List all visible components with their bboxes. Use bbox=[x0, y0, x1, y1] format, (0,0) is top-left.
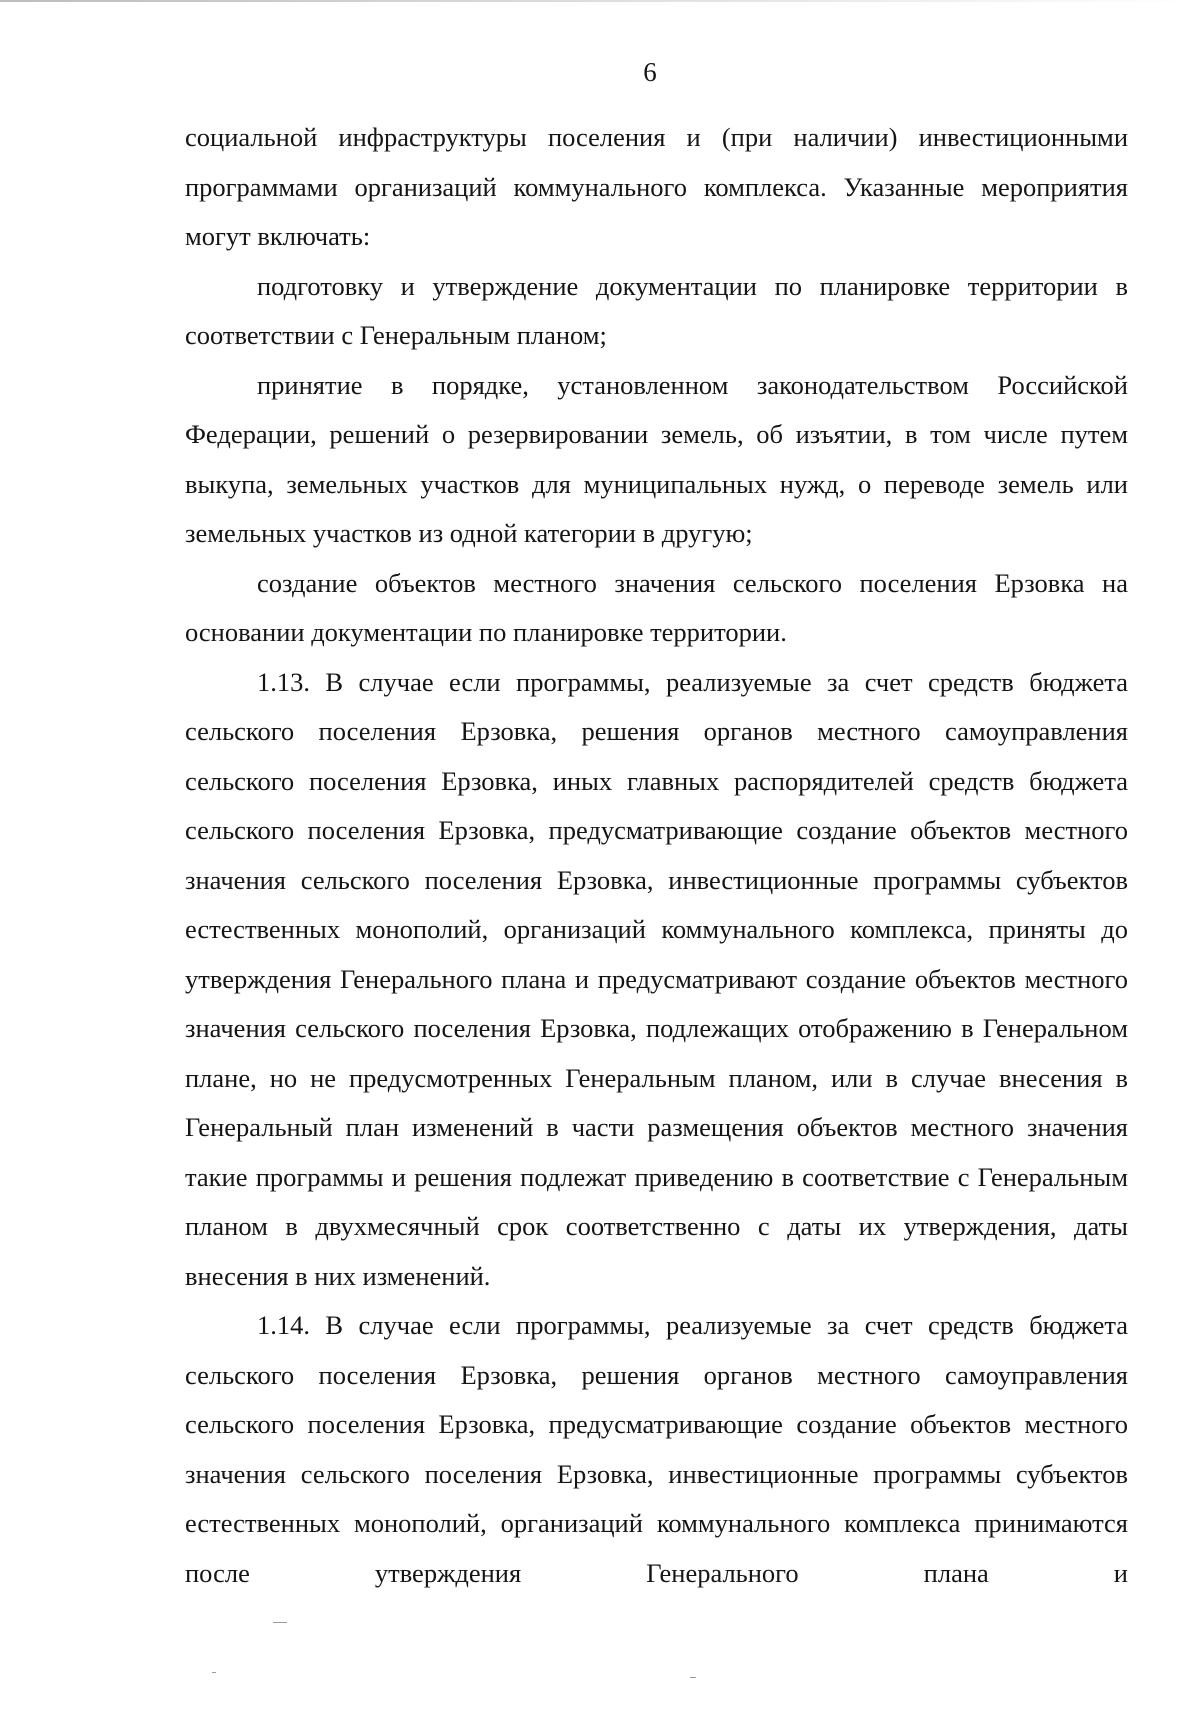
paragraph-continuation: социальной инфраструктуры поселения и (при наличии) инвестиционными программами организаций коммунального комплекса. Указанные мероприятия могут включать: bbox=[185, 122, 1128, 251]
document-body bbox=[185, 113, 1128, 1598]
paragraph-clause-1-14: 1.14. В случае если программы, реализуемые за счет средств бюджета сельского поселения Ерзовка, решения органов местного самоуправления сельского поселения Ерзовка, предусматривающие создание объектов местного значения сельского поселения Ерзовка, инвестиционные программы субъектов естественных монополий, организаций коммунального комплекса принимаются после утверждения Генерального плана и bbox=[185, 1310, 1128, 1588]
paragraph-land-reservation: принятие в порядке, установленном законодательством Российской Федерации, решений о резервировании земель, об изъятии, в том числе путем выкупа, земельных участков для муниципальных нужд, о переводе земель или земельных участков из одной категории в другую; bbox=[185, 369, 1128, 548]
paragraph-clause-1-13: 1.13. В случае если программы, реализуемые за счет средств бюджета сельского поселения Ерзовка, решения органов местного самоуправления сельского поселения Ерзовка, иных главных распорядителей средств бюджета сельского поселения Ерзовка, предусматривающие создание объектов местного значения сельского поселения Ерзовка, инвестиционные программы субъектов естественных монополий, организаций коммунального комплекса, приняты до утверждения Генерального плана и предусматривают создание объектов местного значения сельского поселения Ерзовка, подлежащих отображению в Генеральном плане, но не предусмотренных Генеральным планом, или в случае внесения в Генеральный план изменений в части размещения объектов местного значения такие программы и решения подлежат приведению в соответствие с Генеральным планом в двухмесячный срок соответственно с даты их утверждения, даты внесения в них изменений. bbox=[185, 666, 1128, 1291]
scan-edge bbox=[0, 0, 1200, 2]
page-number: 6 bbox=[643, 57, 657, 87]
paragraph-planning-docs: подготовку и утверждение документации по планировке территории в соответствии с Генеральным планом; bbox=[185, 270, 1128, 350]
scan-speck bbox=[212, 1672, 216, 1673]
paragraph-local-objects: создание объектов местного значения сельского поселения Ерзовка на основании документации по планировке территории. bbox=[185, 567, 1128, 647]
scan-speck bbox=[690, 1677, 696, 1678]
scan-speck bbox=[273, 1622, 287, 1623]
